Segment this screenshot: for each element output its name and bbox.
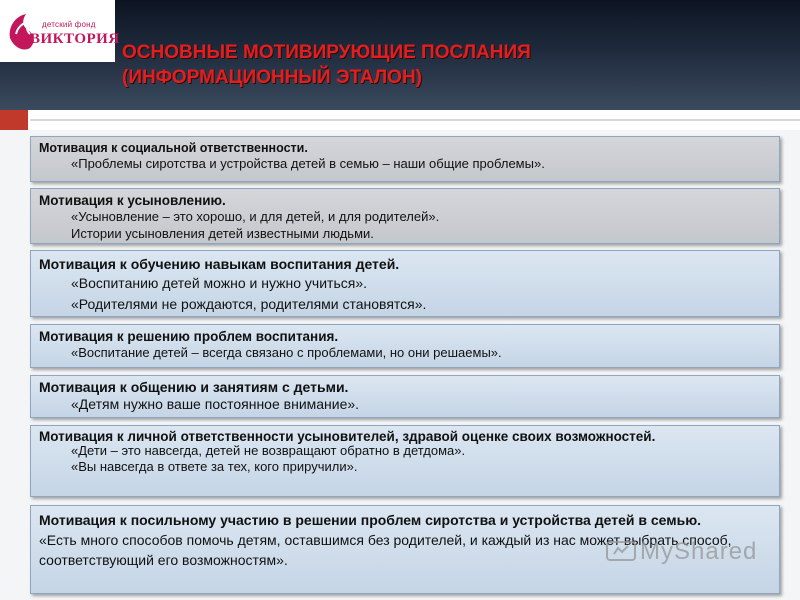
panel-line: «Воспитанию детей можно и нужно учиться». [71,275,368,291]
logo-subtitle: детский фонд [42,20,96,29]
panel-social-responsibility [30,136,780,182]
panel-line: «Проблемы сиротства и устройства детей в семью – наши общие проблемы». [71,156,545,171]
panel-heading: Мотивация к социальной ответственности. [39,141,308,155]
panel-heading: Мотивация к решению проблем воспитания. [39,329,339,344]
logo-name: ВИКТОРИЯ [30,31,120,47]
panel-parenting-problems [30,324,780,368]
panel-adoption [30,188,780,244]
panel-heading: Мотивация к обучению навыкам воспитания детей. [39,256,400,272]
slide-title [122,40,782,90]
panel-heading: Мотивация к личной ответственности усыновителей, здравой оценке своих возможностей. [39,429,656,444]
panel-heading: Мотивация к посильному участию в решении проблем сиротства и устройства детей в семью. [39,512,702,528]
panel-personal-responsibility [30,425,780,497]
myshared-logo-icon [606,540,636,562]
panel-heading: Мотивация к усыновлению. [39,193,226,208]
slide-title-line2: (ИНФОРМАЦИОННЫЙ ЭТАЛОН) [122,67,423,88]
panel-line: «Усыновление – это хорошо, и для детей, и для родителей». [71,209,440,224]
panel-line: «Детям нужно ваше постоянное внимание». [71,396,360,412]
panel-line: «Вы навсегда в ответе за тех, кого приручили». [71,459,358,474]
accent-block [0,110,28,130]
panel-line: «Дети – это навсегда, детей не возвращают обратно в детдома». [71,443,466,458]
panel-communication [30,375,780,418]
panel-heading: Мотивация к общению и занятиям с детьми. [39,379,349,395]
foundation-logo [0,0,120,62]
panel-line: «Воспитание детей – всегда связано с проблемами, но они решаемы». [71,345,502,360]
watermark [606,538,757,566]
divider-line [30,119,800,121]
panel-line: «Есть много способов помочь детям, оставшимся без родителей, и каждый из нас может выбрать способ, соответствующий его возможностям». [39,532,732,568]
panel-line: «Родителями не рождаются, родителями становятся». [71,296,427,312]
slide-title-line1: ОСНОВНЫЕ МОТИВИРУЮЩИЕ ПОСЛАНИЯ [122,42,531,63]
panel-line: Истории усыновления детей известными людьми. [71,226,374,241]
panel-parenting-skills [30,250,780,317]
watermark-text: MyShared [640,538,758,565]
